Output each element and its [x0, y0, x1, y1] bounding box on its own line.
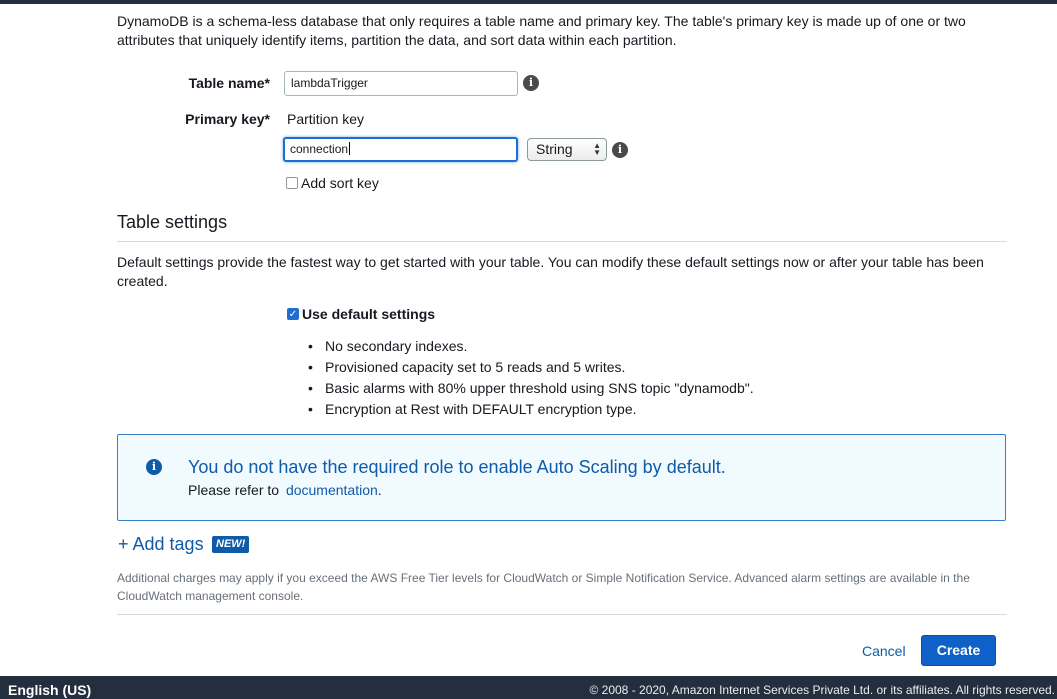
auto-scaling-alert: [117, 434, 1006, 521]
use-default-settings-label[interactable]: Use default settings: [302, 306, 436, 322]
table-settings-description: Default settings provide the fastest way to get started with your table. You can modify these default settings now or after your table has been created.: [117, 254, 984, 289]
info-icon: i: [146, 459, 162, 475]
text-cursor: [349, 142, 350, 155]
primary-key-label: Primary key*: [185, 111, 270, 127]
page-footer: [0, 676, 1057, 699]
add-tags-link[interactable]: + Add tags: [118, 534, 204, 554]
add-sort-key-checkbox[interactable]: [286, 177, 298, 189]
top-bar: [0, 0, 1057, 4]
list-item: • Encryption at Rest with DEFAULT encryption type.: [308, 399, 754, 420]
list-item: • Basic alarms with 80% upper threshold using SNS topic "dynamodb".: [308, 378, 754, 399]
alert-body-prefix: Please refer to: [188, 482, 280, 498]
intro-text: DynamoDB is a schema-less database that only requires a table name and primary key. The table's primary key is made up of one or two attributes that uniquely identify items, partition the data, and sort data within each partition.: [117, 13, 966, 48]
partition-key-input[interactable]: [283, 137, 518, 162]
checkmark-icon: ✓: [288, 309, 298, 320]
documentation-link[interactable]: documentation: [285, 482, 378, 498]
partition-key-label: Partition key: [287, 111, 365, 127]
charges-footnote: Additional charges may apply if you exceed the AWS Free Tier levels for CloudWatch or Simple Notification Service. Advanced alarm settings are available in the CloudWatch management console.: [117, 571, 970, 603]
key-type-selected: String: [536, 141, 573, 157]
section-divider: [117, 241, 1007, 242]
default-settings-list: [308, 336, 754, 420]
footer-divider: [117, 614, 1007, 615]
key-type-select[interactable]: [527, 138, 607, 161]
use-default-settings-checkbox[interactable]: [287, 308, 299, 320]
partition-key-info-icon[interactable]: i: [612, 142, 628, 158]
create-button[interactable]: Create: [921, 635, 996, 666]
table-name-input[interactable]: [284, 71, 518, 96]
table-settings-title: Table settings: [117, 212, 228, 232]
alert-body-suffix: .: [377, 482, 382, 498]
list-item: • No secondary indexes.: [308, 336, 754, 357]
table-name-value: lambdaTrigger: [291, 76, 368, 90]
updown-arrows-icon: ▲ ▼: [593, 141, 601, 157]
add-sort-key-label[interactable]: Add sort key: [301, 175, 379, 191]
table-name-label: Table name*: [188, 75, 270, 91]
language-selector[interactable]: English (US): [8, 682, 92, 698]
alert-heading: You do not have the required role to enable Auto Scaling by default.: [188, 457, 726, 477]
cancel-button[interactable]: Cancel: [862, 643, 906, 659]
copyright-text: © 2008 - 2020, Amazon Internet Services Private Ltd. or its affiliates. All rights reserved.: [589, 683, 1055, 697]
alert-body: [188, 482, 382, 498]
new-badge: NEW!: [212, 536, 249, 553]
partition-key-value: connection: [290, 142, 349, 156]
list-item: • Provisioned capacity set to 5 reads and 5 writes.: [308, 357, 754, 378]
table-name-info-icon[interactable]: i: [523, 75, 539, 91]
